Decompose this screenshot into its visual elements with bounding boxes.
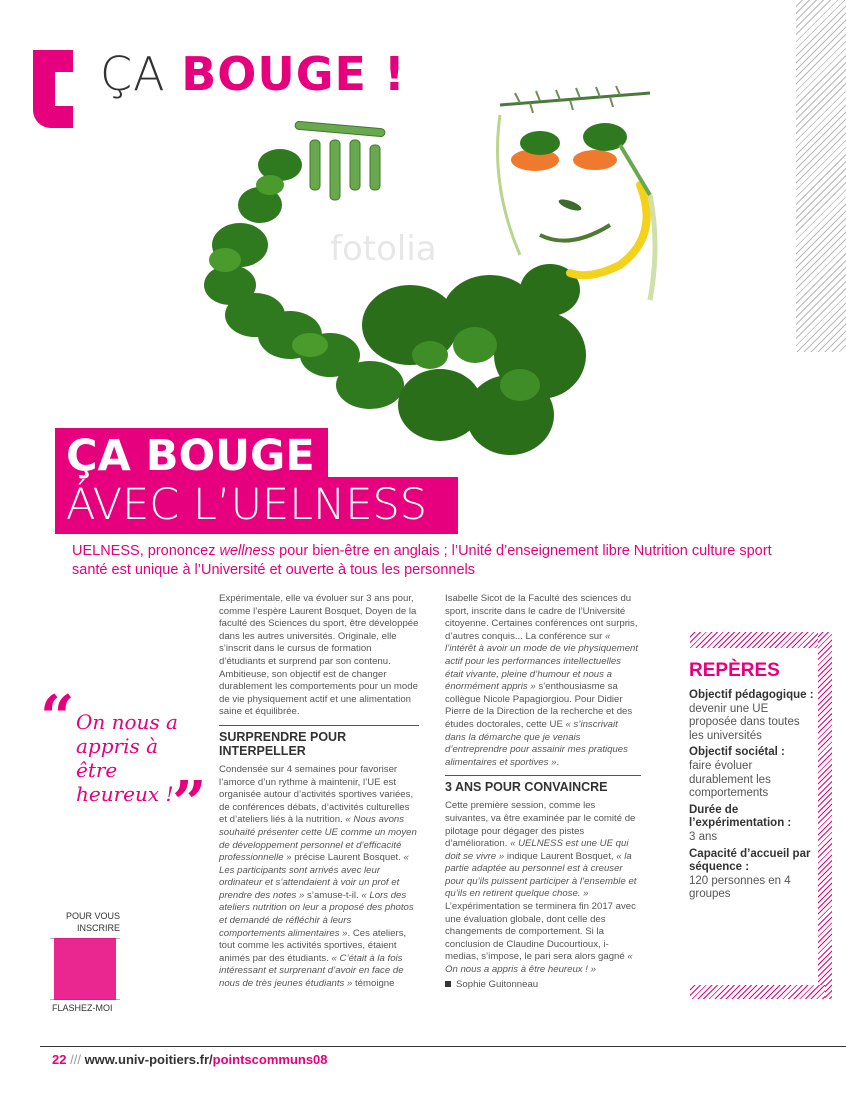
column1-text: précise Laurent Bosquet. (291, 852, 404, 864)
pull-quote-text: On nous a appris à être heureux ! (76, 710, 178, 806)
qr-label: POUR VOUS INSCRIRE (65, 911, 120, 933)
column2-text: s’enthousiasme sa collègue Nicole Papagiorgiou. Pour Didier Pierre de la Direction de la recherche et des études doctorales, cette UE (445, 681, 633, 730)
column1-quote: « C’était à la fois intéressant et surprenant d’avoir en face de nous de très jeunes étudiants » (219, 952, 404, 990)
column2-paragraph-1 (445, 593, 641, 769)
column1-subheading: SURPRENDRE POUR INTERPELLER (219, 725, 419, 758)
column2-text: L’expérimentation se terminera fin 2017 avec une évaluation globale, dont celle des changements de comportement. Si la conclusion de Claudine Ducourtioux, i-medias, s’impose, le pari sera alors gagné (445, 901, 636, 963)
column2-quote: « On nous a appris à être heureux ! » (445, 951, 633, 976)
article-author (445, 979, 641, 992)
reperes-value: 120 personnes en 4 groupes (689, 874, 791, 901)
qr-code[interactable] (54, 938, 116, 1000)
footer (52, 1052, 328, 1067)
page-number: 22 (52, 1052, 67, 1067)
column1-text: Condensée sur 4 semaines pour favoriser l’amorce d’un rythme à maintenir, l’UE est organisée autour d’activités sportives variées, de conférences débats, d’activités culturelles et d’ateliers liés à la nutrition. (219, 763, 414, 826)
article-column-2 (445, 593, 641, 991)
headline-line-1: ÇA BOUGE (66, 431, 315, 481)
column2-text: Isabelle Sicot de la Faculté des sciences du sport, inscrite dans le cadre de l’Université citoyenne. Certaines conférences ont surpris, d’autres conquis... La conférence sur (445, 593, 638, 642)
section-title-prefix: ÇA (100, 47, 166, 101)
column2-subheading: 3 ANS POUR CONVAINCRE (445, 775, 641, 794)
column2-quote: « la partie adaptée au personnel est à creuser pour qu’ils puissent participer à l’ensemble et qu’ils en retirent quelque chose. » (445, 850, 637, 900)
column1-paragraph-1: Expérimentale, elle va évoluer sur 3 ans pour, comme l’espère Laurent Bosquet, Doyen de la faculté des Sciences du sport, être développée dans les autres universités. Originale, elle s’inscrit dans le cursus de formation d’étudiants et surprend par son contenu. Ambitieuse, son objectif est de changer durablement les comportements pour un mode de vie physiquement actif et une alimentation saine et équilibrée. (219, 593, 419, 718)
reperes-label: Objectif sociétal : (689, 746, 785, 759)
section-bracket-icon (33, 50, 73, 128)
column1-text: témoigne (352, 978, 395, 990)
reperes-hatch-bottom (690, 985, 825, 999)
lead-paragraph (72, 542, 772, 580)
section-title-emph: BOUGE ! (181, 47, 406, 101)
decorative-hatch-top (796, 0, 846, 352)
column2-quote: « l’intérêt à avoir un mode de vie physiquement actif pour les performances intellectuelles était vivante, pleine d’humour et nous a énormément appris » (445, 630, 639, 693)
footer-url-main[interactable]: www.univ-poitiers.fr/ (84, 1052, 213, 1067)
reperes-value: faire évoluer durablement les comportements (689, 759, 771, 800)
reperes-value: 3 ans (689, 830, 718, 843)
svg-text:fotolia: fotolia (330, 229, 437, 269)
column2-text: indique Laurent Bosquet, (504, 850, 617, 862)
qr-flash-label: FLASHEZ-MOI (52, 1003, 113, 1013)
column1-quote: « Nous avons souhaité présenter cette UE comme un moyen de développement personnel et d’efficacité professionnelle » (219, 814, 417, 864)
column2-quote: « s’inscrivait dans la démarche que je venais d’entreprendre pour assainir mes pratiques alimentaires et sportives » (445, 718, 628, 768)
column1-text: s’amuse-t-il. (304, 889, 362, 901)
reperes-hatch-side (818, 632, 832, 999)
reperes-hatch-top (690, 632, 825, 648)
lead-part-1: UELNESS, prononcez (72, 543, 220, 559)
author-name: Sophie Guitonneau (456, 978, 539, 990)
reperes-list (689, 689, 814, 905)
lead-italic: wellness (219, 543, 276, 559)
footer-slashes: /// (70, 1052, 81, 1067)
footer-url-accent[interactable]: pointscommuns08 (212, 1052, 328, 1067)
author-square-icon (445, 981, 451, 987)
column2-text: . (556, 756, 560, 768)
reperes-label: Durée de l’expérimentation : (689, 803, 792, 830)
quote-close-icon: ” (172, 769, 207, 839)
column2-paragraph-2 (445, 800, 641, 976)
reperes-title: REPÈRES (689, 660, 780, 681)
column1-text: . Ces ateliers, tout comme les activités sportives, étaient animés par des étudiants. (219, 927, 407, 964)
column1-paragraph-2 (219, 764, 419, 991)
reperes-value: devenir une UE proposée dans toutes les universités (689, 702, 800, 742)
column2-text: Cette première session, comme les suivantes, va être examinée par le comité de pilotage pour dégager des pistes d’amélioration. (445, 800, 636, 850)
quote-open-icon: “ (40, 683, 75, 753)
article-column-1 (219, 593, 419, 991)
headline-line-2: ÁVEC L’UELNESS (66, 480, 428, 530)
footer-divider (40, 1046, 846, 1047)
column2-quote: « UELNESS est une UE qui doit se vivre » (445, 838, 629, 862)
column1-quote: « Les participants sont arrivés avec leur ordinateur et s’attendaient à voir un prof et prendre des notes » (219, 852, 409, 901)
vegetable-face-illustration (200, 85, 660, 470)
column1-quote: « Lors des ateliers nutrition on leur a proposé des photos et demandé de réfléchir à leurs comportements alimentaires » (219, 889, 414, 939)
reperes-label: Capacité d’accueil par séquence : (689, 847, 811, 874)
reperes-label: Objectif pédagogique : (689, 689, 814, 701)
lead-part-2: pour bien-être en anglais ; l’Unité d’enseignement libre Nutrition culture sport santé est unique à l’Université et ouverte à tous les personnels (72, 543, 772, 578)
